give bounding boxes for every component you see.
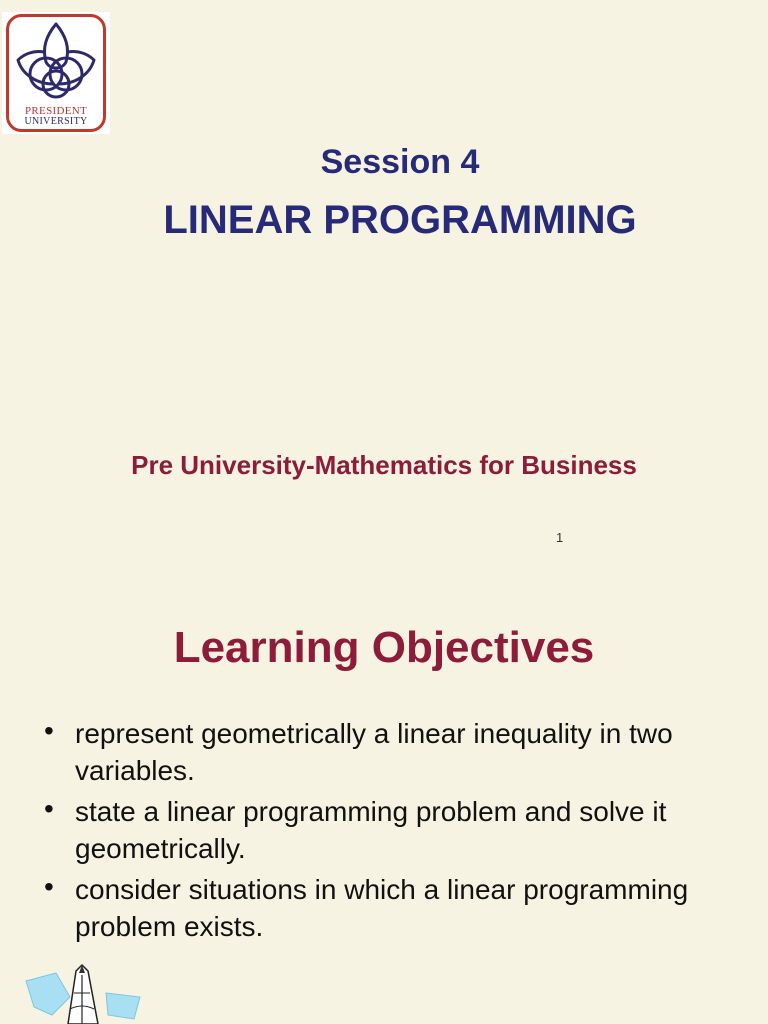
bullet-icon: • [44,871,54,902]
logo-wordmark-university: UNIVERSITY [24,116,88,127]
list-item [44,715,734,789]
course-subtitle: Pre University-Mathematics for Business [131,450,637,480]
objectives-list [44,715,734,949]
list-item [44,871,734,945]
objective-text: state a linear programming problem and solve it geometrically. [75,796,667,864]
slide-title: LINEAR PROGRAMMING [163,198,637,242]
pencil-sketch-icon [22,963,142,1024]
page-number: 1 [556,530,564,545]
objectives-title: Learning Objectives [173,623,595,672]
session-label: Session 4 [320,143,480,181]
objective-text: consider situations in which a linear programming problem exists. [75,874,689,942]
objectives-slide [0,575,768,1024]
list-item [44,793,734,867]
bullet-icon: • [44,793,54,824]
objective-text: represent geometrically a linear inequality in two variables. [75,718,673,786]
university-logo [2,12,110,134]
logo-wordmark-president: PRESIDENT [25,105,87,117]
bullet-icon: • [44,715,54,746]
